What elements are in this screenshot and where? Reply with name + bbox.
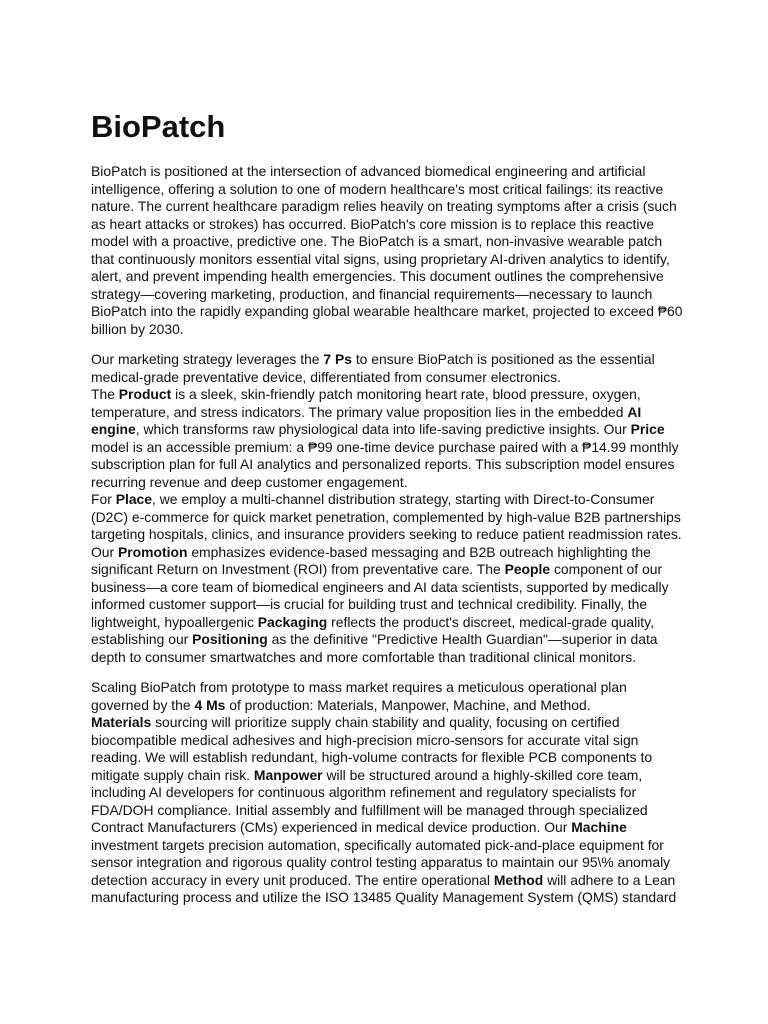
marketing-lead-text-end: to ensure BioPatch is positioned as the essential medical-grade preventative device, differentiated from consumer electronics. bbox=[91, 351, 655, 385]
production-lead-text: Scaling BioPatch from prototype to mass market requires a meticulous operational plan governed by the bbox=[91, 679, 627, 713]
ai-engine-text: , which transforms raw physiological data into life-saving predictive insights. Our bbox=[135, 421, 631, 437]
people-text: component of our business—a core team of biomedical engineers and AI data scientists, supported by medically informed customer support—is crucial for building trust and technical credibility. Finally, the lightweight, hypoallergenic bbox=[91, 561, 669, 630]
marketing-intro-paragraph bbox=[91, 351, 686, 386]
machine-term: Machine bbox=[571, 819, 627, 835]
promotion-text: emphasizes evidence-based messaging and B2B outreach highlighting the significant Return on Investment (ROI) from preventative care. The bbox=[91, 543, 651, 577]
marketing-mix-paragraph bbox=[91, 386, 686, 491]
product-term: Product bbox=[118, 386, 172, 402]
method-term: Method bbox=[493, 871, 544, 888]
intro-paragraph: BioPatch is positioned at the intersection of advanced biomedical engineering and artificial intelligence, offering a solution to one of modern healthcare's most critical failings: its reactive nature. The current healthcare paradigm relies heavily on treating symptoms after a crisis (such as heart attacks or strokes) has occurred. BioPatch's core mission is to replace this reactive model with a proactive, predictive one. The BioPatch is a smart, non-invasive wearable patch that continuously monitors essential vital signs, using proprietary AI-driven analytics to identify, alert, and prevent impending health emergencies. This document outlines the comprehensive strategy—covering marketing, production, and financial requirements—necessary to launch BioPatch into the rapidly expanding global wearable healthcare market, projected to exceed ₱60 billion by 2030. bbox=[91, 163, 683, 337]
document-title: BioPatch bbox=[91, 109, 226, 144]
people-term: People bbox=[504, 561, 551, 577]
machine-text: investment targets precision automation, specifically automated pick-and-place equipment for sensor integration and rigorous quality control testing apparatus to maintain our 95\% anomaly detection accuracy in every unit produced. The entire operational bbox=[91, 836, 671, 888]
production-intro-paragraph bbox=[91, 679, 686, 714]
place-promotion-paragraph bbox=[91, 491, 686, 666]
method-text: will adhere to a Lean manufacturing process and utilize the ISO 13485 Quality Management System (QMS) standard bbox=[91, 871, 677, 905]
materials-text: sourcing will prioritize supply chain stability and quality, focusing on certified biocompatible medical adhesives and high-precision micro-sensors for accurate vital sign reading. We will establish redundant, high-volume contracts for flexible PCB components to mitigate supply chain risk. bbox=[91, 714, 653, 783]
manpower-term: Manpower bbox=[253, 766, 323, 783]
marketing-lead-text: Our marketing strategy leverages the bbox=[91, 351, 324, 367]
positioning-term: Positioning bbox=[192, 631, 268, 647]
price-term: Price bbox=[630, 421, 665, 437]
ai-engine-term: AI engine bbox=[91, 403, 642, 437]
price-text: model is an accessible premium: a ₱99 one-time device purchase paired with a ₱14.99 monthly subscription plan for full AI analytics and personalized reports. This subscription model ensures recurring revenue and deep customer engagement. bbox=[91, 438, 679, 490]
document-page bbox=[91, 108, 686, 907]
packaging-term: Packaging bbox=[257, 613, 328, 630]
promotion-term: Promotion bbox=[118, 543, 188, 560]
place-text: , we employ a multi-channel distribution strategy, starting with Direct-to-Consumer (D2C) e-commerce for quick market penetration, complemented by high-value B2B partnerships targeting hospitals, clinics, and insurance providers seeking to reduce patient readmission rates. Our bbox=[91, 491, 682, 560]
production-details-paragraph bbox=[91, 714, 686, 907]
positioning-text: as the definitive "Predictive Health Guardian"—superior in data depth to consumer smartwatches and more comfortable than traditional clinical monitors. bbox=[91, 631, 658, 665]
product-pre-text: The bbox=[91, 386, 119, 402]
seven-ps-term: 7 Ps bbox=[323, 351, 352, 367]
place-pre-text: For bbox=[91, 491, 116, 507]
materials-term: Materials bbox=[91, 714, 152, 730]
manpower-text: will be structured around a highly-skilled core team, including AI developers for continuous algorithm refinement and regulatory specialists for FDA/DOH compliance. Initial assembly and fulfillment will be managed through specialized Contract Manufacturers (CMs) experienced in medical device production. Our bbox=[91, 766, 648, 835]
product-text: is a sleek, skin-friendly patch monitoring heart rate, blood pressure, oxygen, temperature, and stress indicators. The primary value proposition lies in the embedded bbox=[91, 386, 641, 420]
place-term: Place bbox=[115, 491, 153, 507]
production-lead-text-end: of production: Materials, Manpower, Machine, and Method. bbox=[225, 696, 591, 713]
packaging-text: reflects the product's discreet, medical-grade quality, establishing our bbox=[91, 613, 654, 647]
four-ms-term: 4 Ms bbox=[194, 696, 226, 713]
